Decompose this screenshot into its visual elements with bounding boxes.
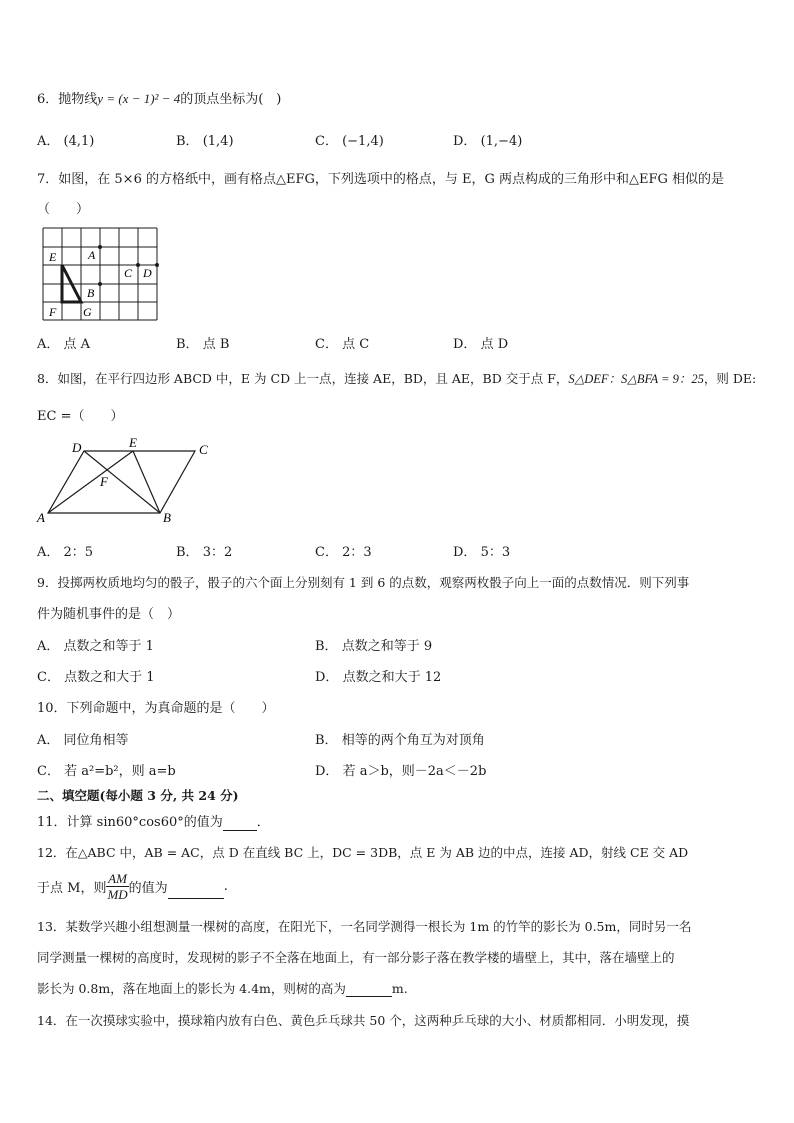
label-d: D bbox=[143, 266, 152, 280]
q8-option-b: B． 3：2 bbox=[176, 545, 233, 560]
point-a-dot bbox=[98, 245, 102, 249]
q13-answer-blank[interactable] bbox=[346, 981, 392, 997]
q6-option-a: A． (4,1) bbox=[37, 134, 95, 149]
q9-option-c: C． 点数之和大于 1 bbox=[37, 670, 155, 685]
q11-stem: 11．计算 sin60°cos60°的值为 ． bbox=[37, 815, 270, 830]
q8-parallelogram-figure bbox=[34, 434, 220, 526]
label-b: B bbox=[87, 286, 95, 300]
label-c: C bbox=[199, 442, 208, 457]
point-c-dot bbox=[136, 263, 140, 267]
q7-option-a: A． 点 A bbox=[37, 337, 91, 352]
label-d: D bbox=[72, 440, 82, 455]
label-a: A bbox=[88, 248, 96, 262]
q10-option-b: B． 相等的两个角互为对顶角 bbox=[315, 733, 485, 748]
label-f: F bbox=[49, 305, 57, 319]
q7-option-d: D． 点 D bbox=[453, 337, 509, 352]
q13-line-3: 影长为 0.8m，落在地面上的影长为 4.4m，则树的高为 m. bbox=[37, 981, 408, 996]
segment-ae bbox=[48, 451, 133, 513]
fraction-numerator: AM bbox=[108, 870, 127, 886]
q8-option-c: C． 2：3 bbox=[315, 545, 372, 560]
q8-option-d: D． 5：3 bbox=[453, 545, 511, 560]
q7-option-b: B． 点 B bbox=[176, 337, 230, 352]
section-2-title: 二、填空题(每小题 3 分, 共 24 分) bbox=[37, 788, 239, 803]
q6-formula: y = (x − 1)² − 4 bbox=[97, 91, 181, 106]
point-d-dot bbox=[155, 263, 159, 267]
q6-stem: 6．抛物线y = (x − 1)² − 4的顶点坐标为( ) bbox=[37, 91, 282, 107]
q6-option-c: C． (−1,4) bbox=[315, 134, 384, 149]
q10-option-d: D． 若 a＞b，则－2a＜－2b bbox=[315, 764, 487, 779]
q7-stem-line-2: （ ） bbox=[37, 202, 90, 217]
q7-option-c: C． 点 C bbox=[315, 337, 370, 352]
q12-answer-blank[interactable] bbox=[168, 883, 224, 899]
q12-stem-line-1: 12．在△ABC 中，AB = AC，点 D 在直线 BC 上，DC = 3DB，点 E 为 AB 边的中点，连接 AD，射线 CE 交 AD bbox=[37, 845, 689, 860]
q7-grid-figure bbox=[40, 226, 160, 322]
q9-option-d: D． 点数之和大于 12 bbox=[315, 670, 442, 685]
q13-line-1: 13．某数学兴趣小组想测量一棵树的高度，在阳光下，一名同学测得一根长为 1m 的竹竿的影长为 0.5m，同时另一名 bbox=[37, 919, 692, 934]
q8-option-a: A． 2：5 bbox=[37, 545, 94, 560]
q9-stem-line-1: 9．投掷两枚质地均匀的骰子，骰子的六个面上分别刻有 1 到 6 的点数，观察两枚骰子向上一面的点数情况．则下列事 bbox=[37, 575, 690, 590]
q6-option-d: D． (1,−4) bbox=[453, 134, 523, 149]
label-f: F bbox=[100, 474, 108, 489]
q9-option-b: B． 点数之和等于 9 bbox=[315, 639, 433, 654]
q6-option-b: B． (1,4) bbox=[176, 134, 234, 149]
label-g: G bbox=[83, 305, 92, 319]
q12-stem-line-2: 于点 M，则 $\frac{AM}{MD}$ 的值为 . bbox=[37, 870, 228, 902]
label-a: A bbox=[37, 510, 45, 525]
q10-option-c: C． 若 a²=b²，则 a=b bbox=[37, 764, 176, 779]
q13-line-2: 同学测量一棵树的高度时，发现树的影子不全落在地面上，有一部分影子落在教学楼的墙壁上，其中，落在墙壁上的 bbox=[37, 950, 675, 965]
segment-be bbox=[133, 451, 160, 513]
label-e: E bbox=[129, 435, 137, 450]
q9-option-a: A． 点数之和等于 1 bbox=[37, 639, 154, 654]
q8-ratio-expr: S△DEF：S△BFA = 9：25 bbox=[568, 372, 704, 386]
q10-stem: 10．下列命题中，为真命题的是（ ） bbox=[37, 701, 275, 716]
q14-line-1: 14．在一次摸球实验中，摸球箱内放有白色、黄色乒乓球共 50 个，这两种乒乓球的大小、材质都相同．小明发现，摸 bbox=[37, 1013, 690, 1028]
q7-stem-line-1: 7．如图，在 5×6 的方格纸中，画有格点△EFG，下列选项中的格点，与 E，G 两点构成的三角形中和△EFG 相似的是 bbox=[37, 172, 725, 187]
segment-bd bbox=[84, 451, 160, 513]
q11-answer-blank[interactable] bbox=[223, 815, 257, 831]
label-b: B bbox=[163, 510, 171, 525]
label-c: C bbox=[124, 266, 133, 280]
q9-stem-line-2: 件为随机事件的是（ ） bbox=[37, 607, 181, 622]
am-over-md-fraction bbox=[106, 871, 128, 902]
point-b-dot bbox=[98, 282, 102, 286]
q8-stem-line-1: 8．如图，在平行四边形 ABCD 中，E 为 CD 上一点，连接 AE，BD，且 AE，BD 交于点 F，S△DEF：S△BFA = 9：25，则 DE: bbox=[37, 371, 757, 386]
grid-lines bbox=[43, 228, 157, 320]
fraction-denominator: MD bbox=[107, 886, 128, 902]
q8-stem-line-2: EC =（ ） bbox=[37, 409, 124, 424]
label-e: E bbox=[49, 250, 57, 264]
q10-option-a: A． 同位角相等 bbox=[37, 733, 129, 748]
